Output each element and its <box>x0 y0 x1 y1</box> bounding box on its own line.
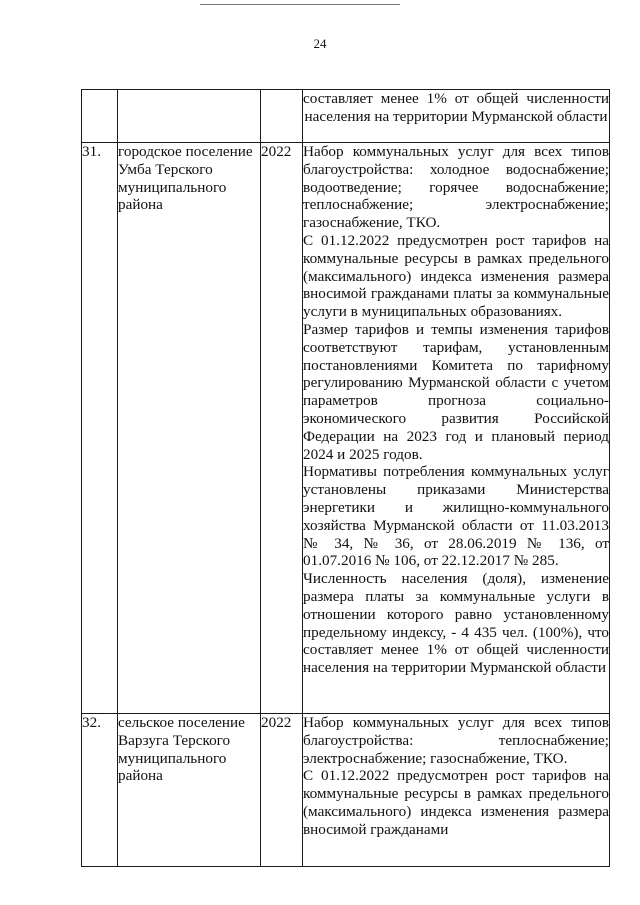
description-cell <box>303 143 610 714</box>
description-paragraph: Нормативы потребления коммунальных услуг установлены приказами Министерства энергетики и жилищно-коммунального хозяйства Мурманской области от 11.03.2013 № 34, № 36, от 28.06.2019 № 136, от 01.07.2016 № 106, от 22.12.2017 № 285. <box>303 463 609 570</box>
description-cell <box>303 714 610 867</box>
row-number <box>82 90 118 143</box>
row-year <box>261 90 303 143</box>
description-paragraph: Набор коммунальных услуг для всех типов благоустройства: холодное водоснабжение; водоотведение; горячее водоснабжение; теплоснабжение; электроснабжение; газоснабжение, ТКО. <box>303 143 609 232</box>
row-year: 2022 <box>261 143 303 714</box>
tariff-table <box>81 89 610 867</box>
table-row-continuation <box>82 90 610 143</box>
description-paragraph: С 01.12.2022 предусмотрен рост тарифов на коммунальные ресурсы в рамках предельного (максимального) индекса изменения размера вносимой гражданами платы за коммунальные услуги в муниципальных образованиях. <box>303 231 609 321</box>
row-number: 32. <box>82 714 118 867</box>
row-number: 31. <box>82 143 118 714</box>
municipality-name <box>118 90 261 143</box>
description-paragraph: Размер тарифов и темпы изменения тарифов соответствуют тарифам, установленным постановлениями Комитета по тарифному регулированию Мурманской области с учетом параметров прогноза социально-экономического развития Российской Федерации на 2023 год и плановый период 2024 и 2025 годов. <box>303 320 609 463</box>
description-cell <box>303 90 610 143</box>
municipality-name: городское поселение Умба Терского муниципального района <box>118 143 261 714</box>
description-paragraph: Набор коммунальных услуг для всех типов благоустройства: теплоснабжение; электроснабжение; газоснабжение, ТКО. <box>303 714 609 767</box>
row-year: 2022 <box>261 714 303 867</box>
table-row-31 <box>82 143 610 714</box>
description-paragraph: Численность населения (доля), изменение размера платы за коммунальные услуги в отношении которого равно установленному предельному индексу, - 4 435 чел. (100%), что составляет менее 1% от общей численности населения на территории Мурманской области <box>303 570 609 677</box>
municipality-name: сельское поселение Варзуга Терского муниципального района <box>118 714 261 867</box>
description-paragraph: составляет менее 1% от общей численности населения на территории Мурманской области <box>303 90 609 125</box>
description-paragraph: С 01.12.2022 предусмотрен рост тарифов на коммунальные ресурсы в рамках предельного (максимального) индекса изменения размера вносимой гражданами <box>303 767 609 838</box>
page-number: 24 <box>313 36 327 51</box>
table-row-32 <box>82 714 610 867</box>
top-rule <box>200 4 400 5</box>
